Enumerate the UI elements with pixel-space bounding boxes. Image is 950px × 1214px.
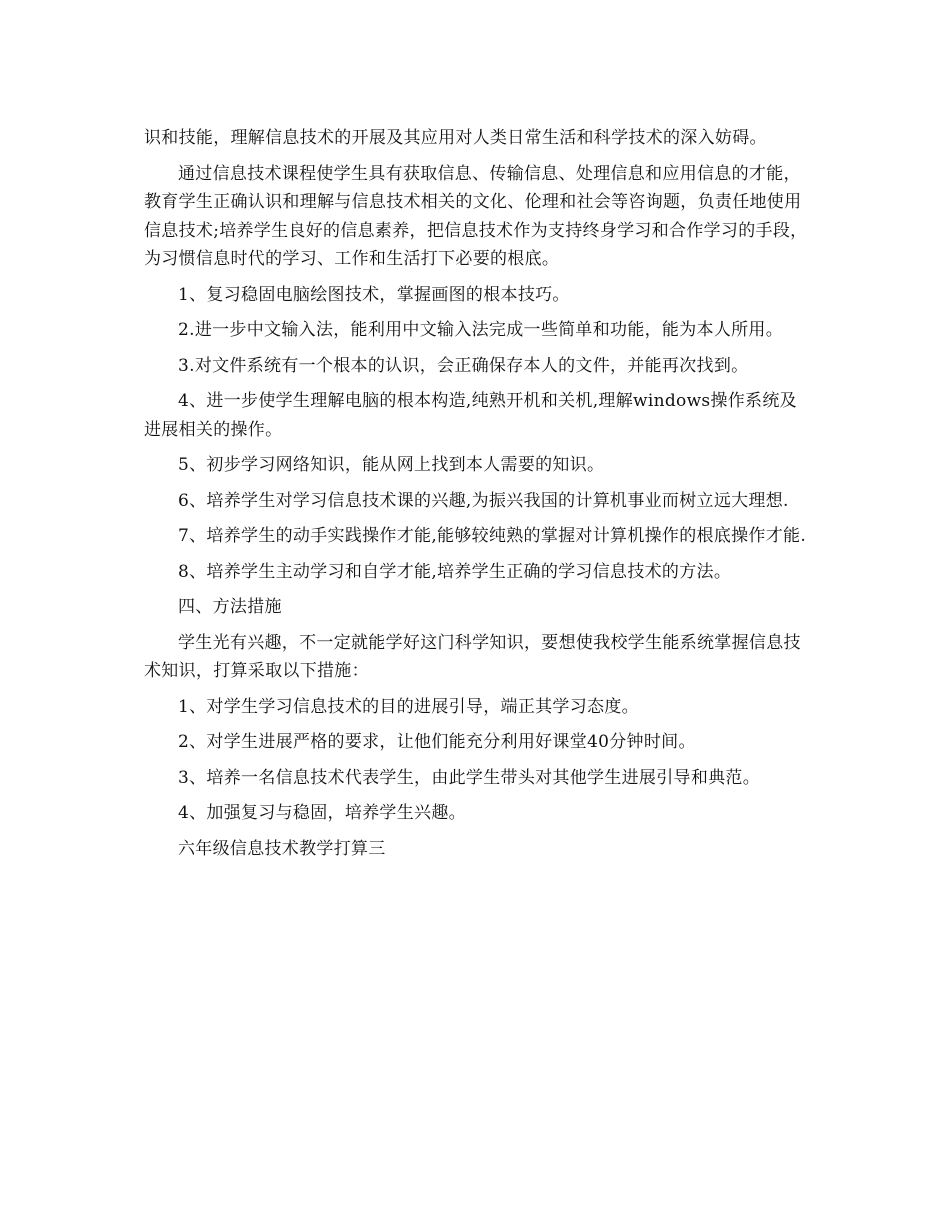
paragraph-continuation: 识和技能，理解信息技术的开展及其应用对人类日常生活和科学技术的深入妨碍。 (144, 128, 767, 148)
list-item: 5、初步学习网络知识，能从网上找到本人需要的知识。 (178, 455, 605, 475)
list-item: 4、进一步使学生理解电脑的根本构造,纯熟开机和关机,理解windows操作系统及进展相关的操作。 (144, 391, 797, 440)
list-item: 6、培养学生对学习信息技术课的兴趣,为振兴我国的计算机事业而树立远大理想. (178, 490, 789, 511)
list-item: 8、培养学生主动学习和自学才能,培养学生正确的学习信息技术的方法。 (178, 561, 732, 582)
paragraph-course-goals: 通过信息技术课程使学生具有获取信息、传输信息、处理信息和应用信息的才能，教育学生正确认识和理解与信息技术相关的文化、伦理和社会等咨询题，负责任地使用信息技术;培养学生良好的信息素养，把信息技术作为支持终身学习和合作学习的手段，为习惯信息时代的学习、工作和生活打下必要的根底。 (144, 163, 808, 269)
list-item: 1、复习稳固电脑绘图技术，掌握画图的根本技巧。 (178, 284, 570, 305)
list-item: 7、培养学生的动手实践操作才能,能够较纯熟的掌握对计算机操作的根底操作才能. (178, 526, 807, 546)
document-body (144, 124, 810, 863)
list-item: 3.对文件系统有一个根本的认识，会正确保存本人的文件，并能再次找到。 (178, 355, 749, 376)
list-item: 2.进一步中文输入法，能利用中文输入法完成一些简单和功能，能为本人所用。 (178, 320, 784, 340)
list-item: 3、培养一名信息技术代表学生，由此学生带头对其他学生进展引导和典范。 (178, 767, 761, 788)
document-section-title: 六年级信息技术教学打算三 (178, 838, 386, 859)
paragraph-intro: 学生光有兴趣，不一定就能学好这门科学知识，要想使我校学生能系统掌握信息技术知识，打算采取以下措施： (144, 632, 801, 681)
section-heading: 四、方法措施 (178, 597, 282, 617)
list-item: 1、对学生学习信息技术的目的进展引导，端正其学习态度。 (178, 696, 639, 717)
list-item: 2、对学生进展严格的要求，让他们能充分利用好课堂40分钟时间。 (178, 732, 696, 752)
list-item: 4、加强复习与稳固，培养学生兴趣。 (178, 803, 466, 823)
